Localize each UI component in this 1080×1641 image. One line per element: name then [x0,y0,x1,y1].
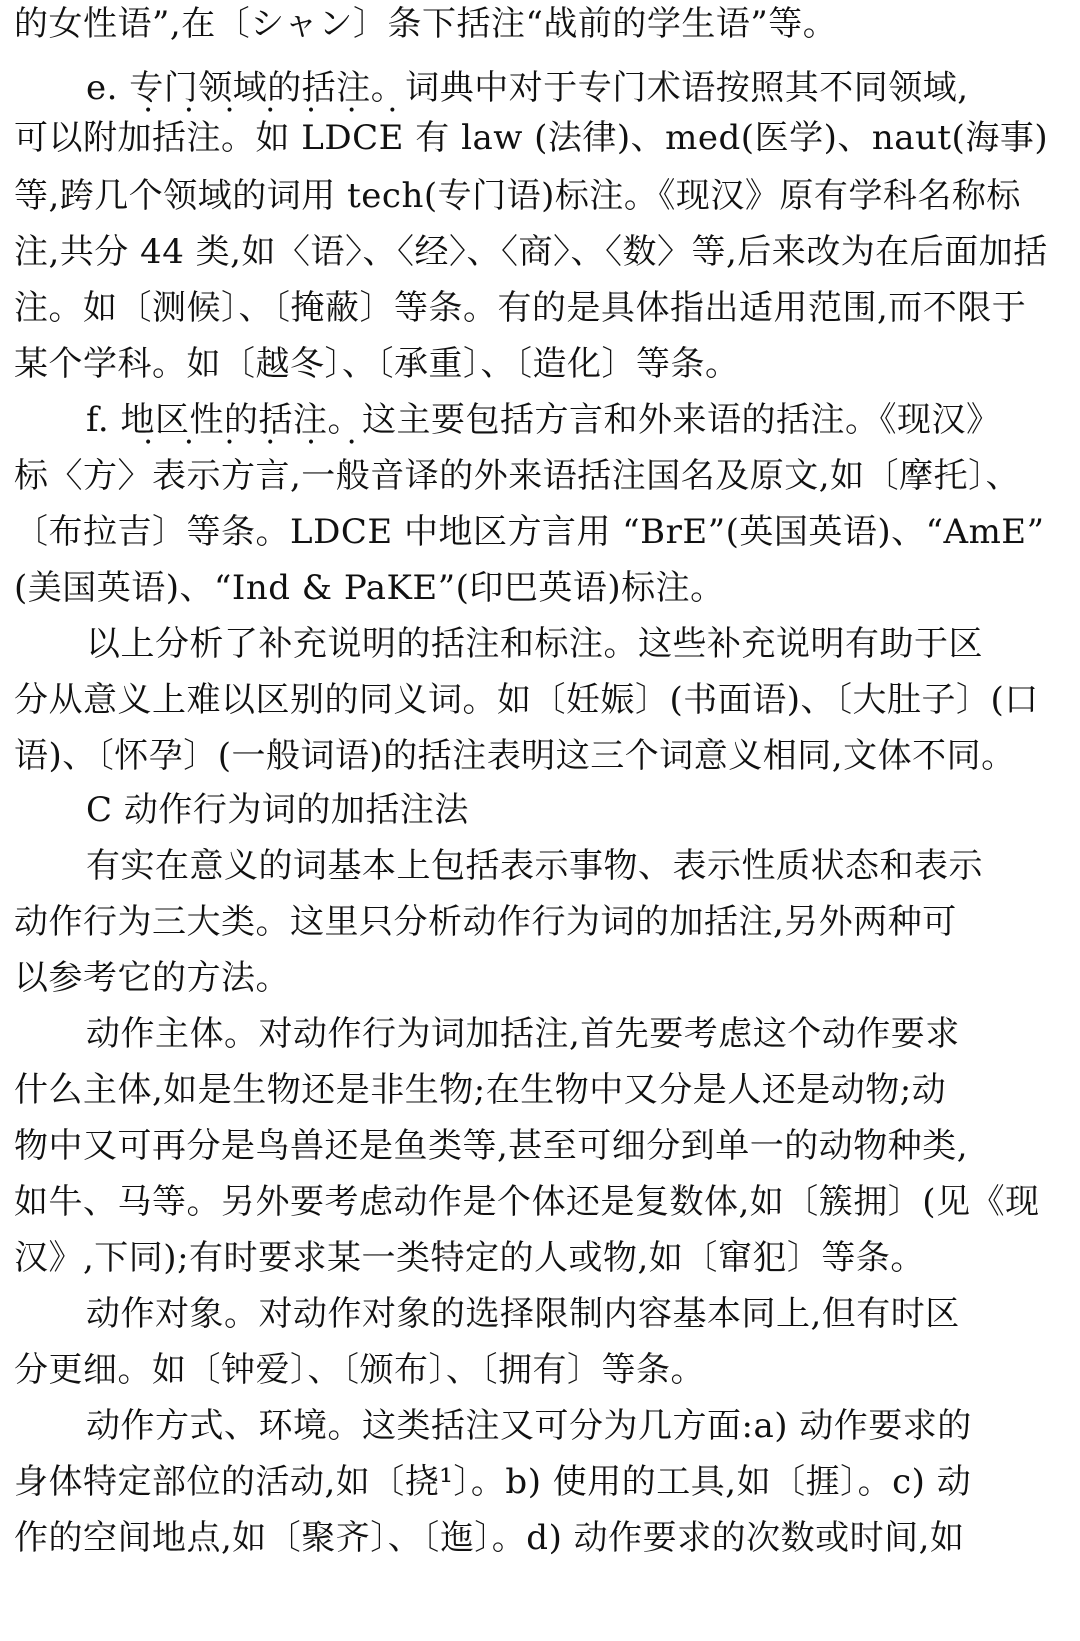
text-line-14: 语)、〔怀孕〕(一般词语)的括注表明这三个词意义相同,文体不同。 [14,736,1016,776]
text-line-13: 分从意义上难以区别的同义词。如〔妊娠〕(书面语)、〔大肚子〕(口 [14,680,1039,720]
text-line-26: 动作方式、环境。这类括注又可分为几方面:a) 动作要求的 [86,1406,972,1446]
text-line-17: 动作行为三大类。这里只分析动作行为词的加括注,另外两种可 [14,902,957,942]
text-line-22: 如牛、马等。另外要考虑动作是个体还是复数体,如〔簇拥〕(见《现 [14,1182,1040,1222]
text-line-10: 〔布拉吉〕等条。LDCE 中地区方言用 “BrE”(英国英语)、“AmE” [14,512,1045,552]
text-line-7: 某个学科。如〔越冬〕、〔承重〕、〔造化〕等条。 [14,344,740,384]
emphasis-dots: • • • • • • [144,435,370,451]
text-line-23: 汉》,下同);有时要求某一类特定的人或物,如〔窜犯〕等条。 [14,1238,925,1278]
text-line-19: 动作主体。对动作行为词加括注,首先要考虑这个动作要求 [86,1014,960,1054]
text-line-24: 动作对象。对动作对象的选择限制内容基本同上,但有时区 [86,1294,960,1334]
text-line-12: 以上分析了补充说明的括注和标注。这些补充说明有助于区 [86,624,983,664]
text-line-4: 等,跨几个领域的词用 tech(专门语)标注。《现汉》原有学科名称标 [14,176,1021,216]
section-heading: C 动作行为词的加括注法 [86,790,469,830]
text-line-11: (美国英语)、“Ind & PaKE”(印巴英语)标注。 [14,568,725,608]
text-line-21: 物中又可再分是鸟兽还是鱼类等,甚至可细分到单一的动物种类, [14,1126,969,1166]
text-line-28: 作的空间地点,如〔聚齐〕、〔迤〕。d) 动作要求的次数或时间,如 [14,1518,965,1558]
text-line-9: 标〈方〉表示方言,一般音译的外来语括注国名及原文,如〔摩托〕、 [14,456,1021,496]
text-line-8: f. 地区性的括注。这主要包括方言和外来语的括注。《现汉》 [86,400,1001,440]
text-line-1: 的女性语”,在〔シャン〕条下括注“战前的学生语”等。 [14,4,838,44]
emphasis-dots: • • • • • • • [144,103,411,119]
text-line-27: 身体特定部位的活动,如〔挠¹〕。b) 使用的工具,如〔捱〕。c) 动 [14,1462,972,1502]
emphasized-term: 地区性的括注 [120,400,328,440]
text-line-6: 注。如〔测候〕、〔掩蔽〕等条。有的是具体指出适用范围,而不限于 [14,288,1027,328]
text-line-20: 什么主体,如是生物还是非生物;在生物中又分是人还是动物;动 [14,1070,947,1110]
text-line-5: 注,共分 44 类,如〈语〉、〈经〉、〈商〉、〈数〉等,后来改为在后面加括 [14,232,1048,272]
text-line-25: 分更细。如〔钟爱〕、〔颁布〕、〔拥有〕等条。 [14,1350,705,1390]
text-line-18: 以参考它的方法。 [14,958,290,998]
emphasized-term: 专门领域的括注 [129,68,371,108]
text-line-16: 有实在意义的词基本上包括表示事物、表示性质状态和表示 [86,846,983,886]
text-line-3: 可以附加括注。如 LDCE 有 law (法律)、med(医学)、naut(海事) [14,118,1049,158]
text-line-2: e. 专门领域的括注。词典中对于专门术语按照其不同领域, [86,68,969,108]
